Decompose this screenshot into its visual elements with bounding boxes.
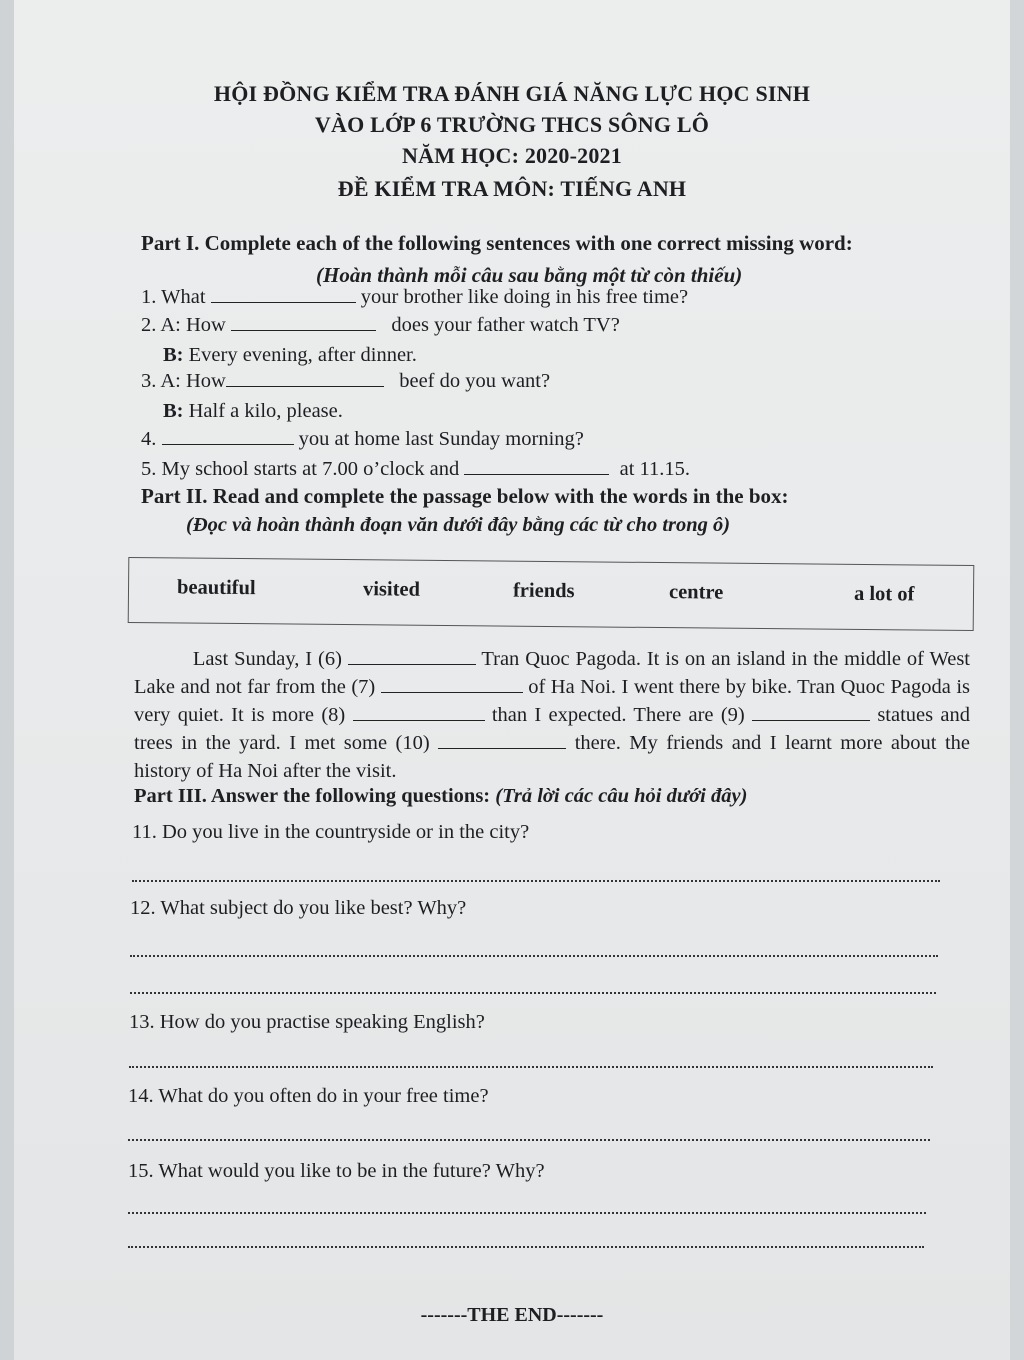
question-2 bbox=[141, 314, 620, 337]
passage-part-1: Last Sunday, I (6) bbox=[192, 648, 342, 670]
passage-part-5: statues and trees in the yard. I met some (10) bbox=[134, 704, 971, 754]
question-4 bbox=[141, 428, 584, 451]
q3-b-text: Half a kilo, please. bbox=[188, 400, 343, 422]
question-14: 14. What do you often do in your free time? bbox=[128, 1085, 489, 1107]
the-end: -------THE END------- bbox=[420, 1304, 604, 1326]
part2-title: Part II. Read and complete the passage below with the words in the box: bbox=[141, 484, 789, 508]
q3-label: 3. A: bbox=[141, 370, 181, 392]
question-2-answer bbox=[163, 344, 417, 367]
q5-end: at 11.15. bbox=[619, 458, 691, 480]
q4-blank[interactable] bbox=[162, 430, 294, 445]
question-12: 12. What subject do you like best? Why? bbox=[130, 897, 467, 919]
word-a-lot-of: a lot of bbox=[853, 582, 915, 606]
page-edge-right bbox=[1010, 0, 1024, 1360]
q5-blank[interactable] bbox=[464, 460, 609, 475]
q1-start: 1. What bbox=[141, 286, 206, 308]
blank-10[interactable] bbox=[438, 734, 566, 749]
answer-line-12a[interactable] bbox=[130, 955, 938, 957]
q3-end: beef do you want? bbox=[399, 370, 551, 392]
answer-line-15a[interactable] bbox=[128, 1212, 926, 1214]
blank-9[interactable] bbox=[752, 706, 870, 721]
q2-b-text: Every evening, after dinner. bbox=[188, 344, 417, 366]
passage-part-2: Tran Quoc Pagoda. It is on an island in the middle of West Lake and not far from the (7) bbox=[134, 648, 970, 698]
question-3 bbox=[141, 370, 550, 393]
q2-end: does your father watch TV? bbox=[391, 314, 620, 336]
answer-line-12b[interactable] bbox=[130, 992, 936, 994]
question-5 bbox=[141, 458, 690, 481]
passage-part-3: of Ha Noi. I went there by bike. Tran Quoc Pagoda is very quiet. It is more (8) bbox=[134, 676, 971, 726]
q1-blank[interactable] bbox=[211, 288, 356, 303]
question-3-answer bbox=[163, 400, 343, 423]
q2-start: How bbox=[186, 314, 226, 336]
part1-title: Part I. Complete each of the following sentences with one correct missing word: bbox=[141, 231, 853, 255]
answer-line-11[interactable] bbox=[132, 880, 940, 882]
passage-part-6: there. My friends and I learnt more about the history of Ha Noi after the visit. bbox=[134, 732, 970, 782]
word-friends: friends bbox=[512, 579, 575, 603]
header-council: HỘI ĐỒNG KIỂM TRA ĐÁNH GIÁ NĂNG LỰC HỌC SINH bbox=[213, 81, 811, 106]
passage-part-4: than I expected. There are (9) bbox=[491, 704, 745, 726]
question-15: 15. What would you like to be in the future? Why? bbox=[128, 1160, 545, 1182]
question-11: 11. Do you live in the countryside or in the city? bbox=[132, 821, 530, 843]
q5-start: 5. My school starts at 7.00 o’clock and bbox=[141, 458, 460, 480]
q3-b-label: B: bbox=[163, 400, 184, 422]
answer-line-13[interactable] bbox=[129, 1066, 933, 1068]
word-box bbox=[128, 557, 975, 631]
header-subject: ĐỀ KIỂM TRA MÔN: TIẾNG ANH bbox=[337, 176, 687, 201]
blank-8[interactable] bbox=[353, 706, 485, 721]
q2-b-label: B: bbox=[163, 344, 184, 366]
word-beautiful: beautiful bbox=[176, 576, 256, 600]
part2-subtitle: (Đọc và hoàn thành đoạn văn dưới đây bằng các từ cho trong ô) bbox=[186, 514, 731, 536]
question-1 bbox=[141, 286, 688, 309]
blank-7[interactable] bbox=[381, 678, 523, 693]
q4-number: 4. bbox=[141, 428, 157, 450]
header-school: VÀO LỚP 6 TRƯỜNG THCS SÔNG LÔ bbox=[314, 112, 710, 137]
answer-line-15b[interactable] bbox=[128, 1246, 924, 1248]
word-visited: visited bbox=[362, 578, 421, 601]
reading-passage bbox=[134, 645, 970, 785]
answer-line-14[interactable] bbox=[128, 1139, 930, 1141]
page-edge-left bbox=[0, 0, 14, 1360]
blank-6[interactable] bbox=[348, 650, 476, 665]
question-13: 13. How do you practise speaking English? bbox=[129, 1011, 485, 1033]
q3-start: How bbox=[186, 370, 226, 392]
part1-subtitle: (Hoàn thành mỗi câu sau bằng một từ còn thiếu) bbox=[316, 263, 743, 287]
header-year: NĂM HỌC: 2020-2021 bbox=[402, 143, 622, 168]
exam-header bbox=[0, 78, 1024, 204]
q4-end: you at home last Sunday morning? bbox=[298, 428, 584, 450]
part3-title: Part III. Answer the following questions: bbox=[134, 785, 491, 807]
q2-label: 2. A: bbox=[141, 314, 181, 336]
q1-end: your brother like doing in his free time? bbox=[360, 286, 689, 308]
q3-blank[interactable] bbox=[226, 372, 384, 387]
word-centre: centre bbox=[668, 581, 724, 604]
q2-blank[interactable] bbox=[231, 316, 376, 331]
part3-subtitle: (Trả lời các câu hỏi dưới đây) bbox=[495, 785, 748, 807]
part3-heading bbox=[134, 785, 747, 808]
